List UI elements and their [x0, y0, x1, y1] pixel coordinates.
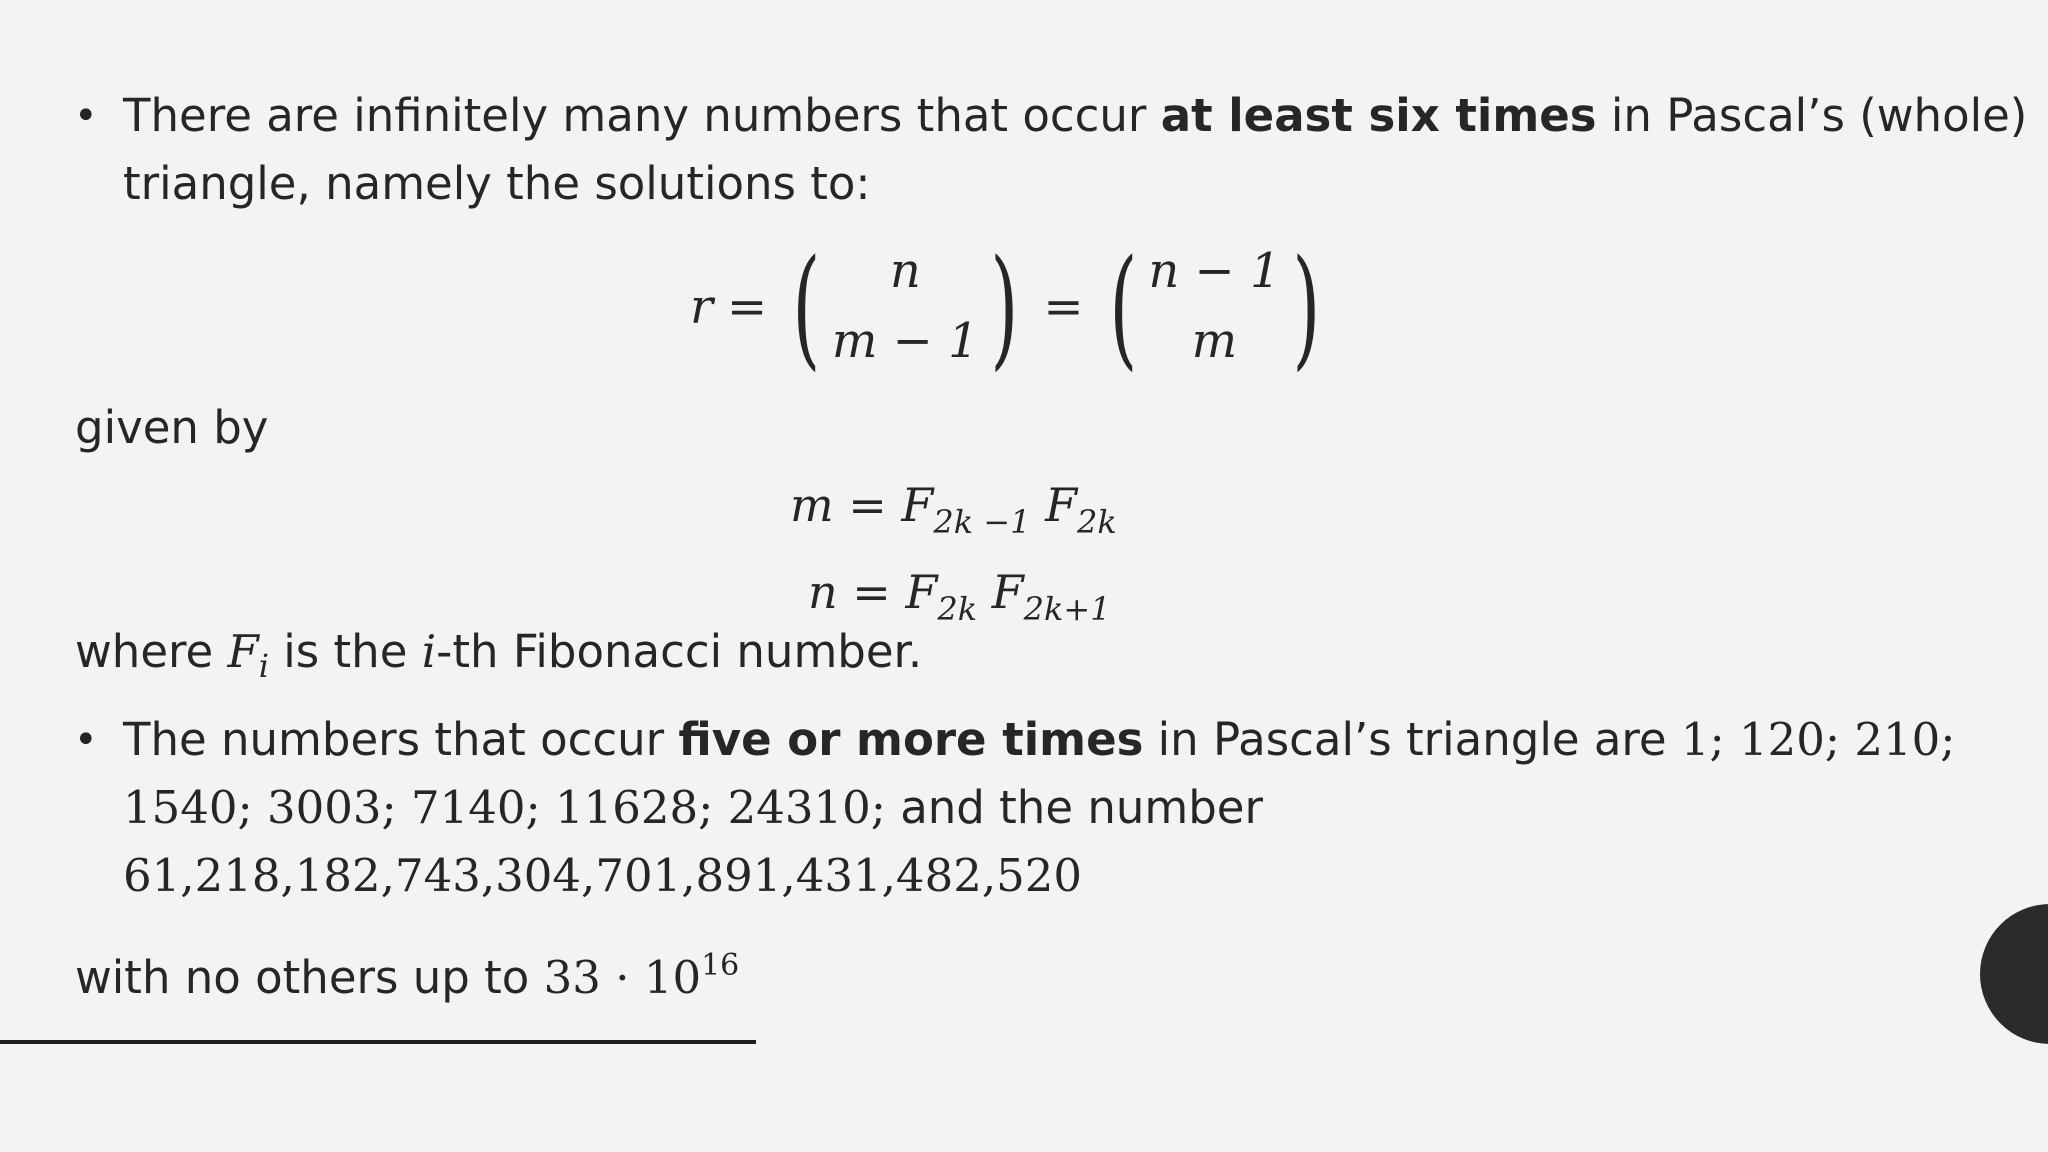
- binomial-equation: [690, 232, 1331, 382]
- eq2-equals: =: [852, 565, 891, 619]
- eq2-subscript: 2k −1: [933, 503, 1031, 541]
- eq2-F: F: [905, 565, 938, 619]
- given-by-text: given by: [75, 401, 269, 454]
- where-F: F: [227, 625, 259, 678]
- bullet-dot: •: [74, 717, 98, 763]
- eq2-subscript: 2k: [1076, 503, 1117, 541]
- binom1: [832, 237, 979, 376]
- bullet2-text-post-2: and the number: [885, 781, 1263, 834]
- where-F-subscript: i: [258, 647, 269, 685]
- left-paren: (: [792, 231, 821, 383]
- where-pre: where: [75, 625, 228, 678]
- bullet1-line1: [123, 82, 2027, 150]
- eq2-m: m: [790, 478, 834, 532]
- left-paren: (: [1109, 231, 1137, 383]
- right-paren: ): [1291, 231, 1320, 383]
- binom2: [1148, 237, 1280, 376]
- eq2-F: F: [991, 565, 1024, 619]
- where-i: i: [421, 625, 437, 678]
- bullet-dot: •: [74, 93, 98, 139]
- bullet1-text-post: in Pascal’s (whole): [1596, 89, 2028, 142]
- bullet2-line2: [123, 774, 1263, 842]
- bullet1-emphasis: at least six times: [1160, 89, 1597, 142]
- bullet2-numbers-2: 1540; 3003; 7140; 11628; 24310;: [123, 781, 886, 834]
- eq2-F: F: [901, 478, 934, 532]
- where-mid: is the: [268, 625, 422, 678]
- eq2-n: n: [808, 565, 838, 619]
- horizontal-rule: [0, 1040, 756, 1044]
- binom2-top: n − 1: [1148, 243, 1281, 300]
- eq2-subscript: 2k+1: [1023, 590, 1111, 628]
- binom2-bottom: m: [1191, 313, 1238, 369]
- bullet1-line2: triangle, namely the solutions to:: [123, 157, 871, 210]
- eq1-equals: =: [726, 279, 768, 335]
- bullet2-text-post: in Pascal’s triangle are: [1143, 713, 1681, 766]
- bullet2-emphasis: five or more times: [678, 713, 1144, 766]
- eq1-lhs: r: [690, 279, 713, 335]
- final-value: 33 · 10: [543, 951, 702, 1004]
- bullet2-numbers-1: 1; 120; 210;: [1680, 713, 1956, 766]
- right-paren: ): [990, 231, 1018, 383]
- binom1-top: n: [889, 243, 921, 300]
- bullet2-line1: [123, 706, 1955, 774]
- eq2-subscript: 2k: [937, 590, 978, 628]
- where-line: [75, 618, 922, 700]
- decorative-circle: [1980, 904, 2048, 1044]
- eq2-F: F: [1045, 478, 1077, 532]
- where-post: -th Fibonacci number.: [436, 625, 923, 678]
- final-line: [75, 932, 739, 1012]
- bullet2-text-pre: The numbers that occur: [123, 713, 679, 766]
- bullet1-text-pre: There are infinitely many numbers that occur: [123, 89, 1161, 142]
- eq2-row-m: [790, 470, 1117, 557]
- binom1-bottom: m − 1: [831, 313, 979, 369]
- bullet2-big-number: 61,218,182,743,304,701,891,431,482,520: [123, 849, 1083, 902]
- eq2-equals: =: [848, 478, 887, 532]
- final-pre: with no others up to: [75, 951, 544, 1004]
- final-exponent: 16: [701, 948, 740, 983]
- eq1-equals-2: =: [1043, 279, 1084, 335]
